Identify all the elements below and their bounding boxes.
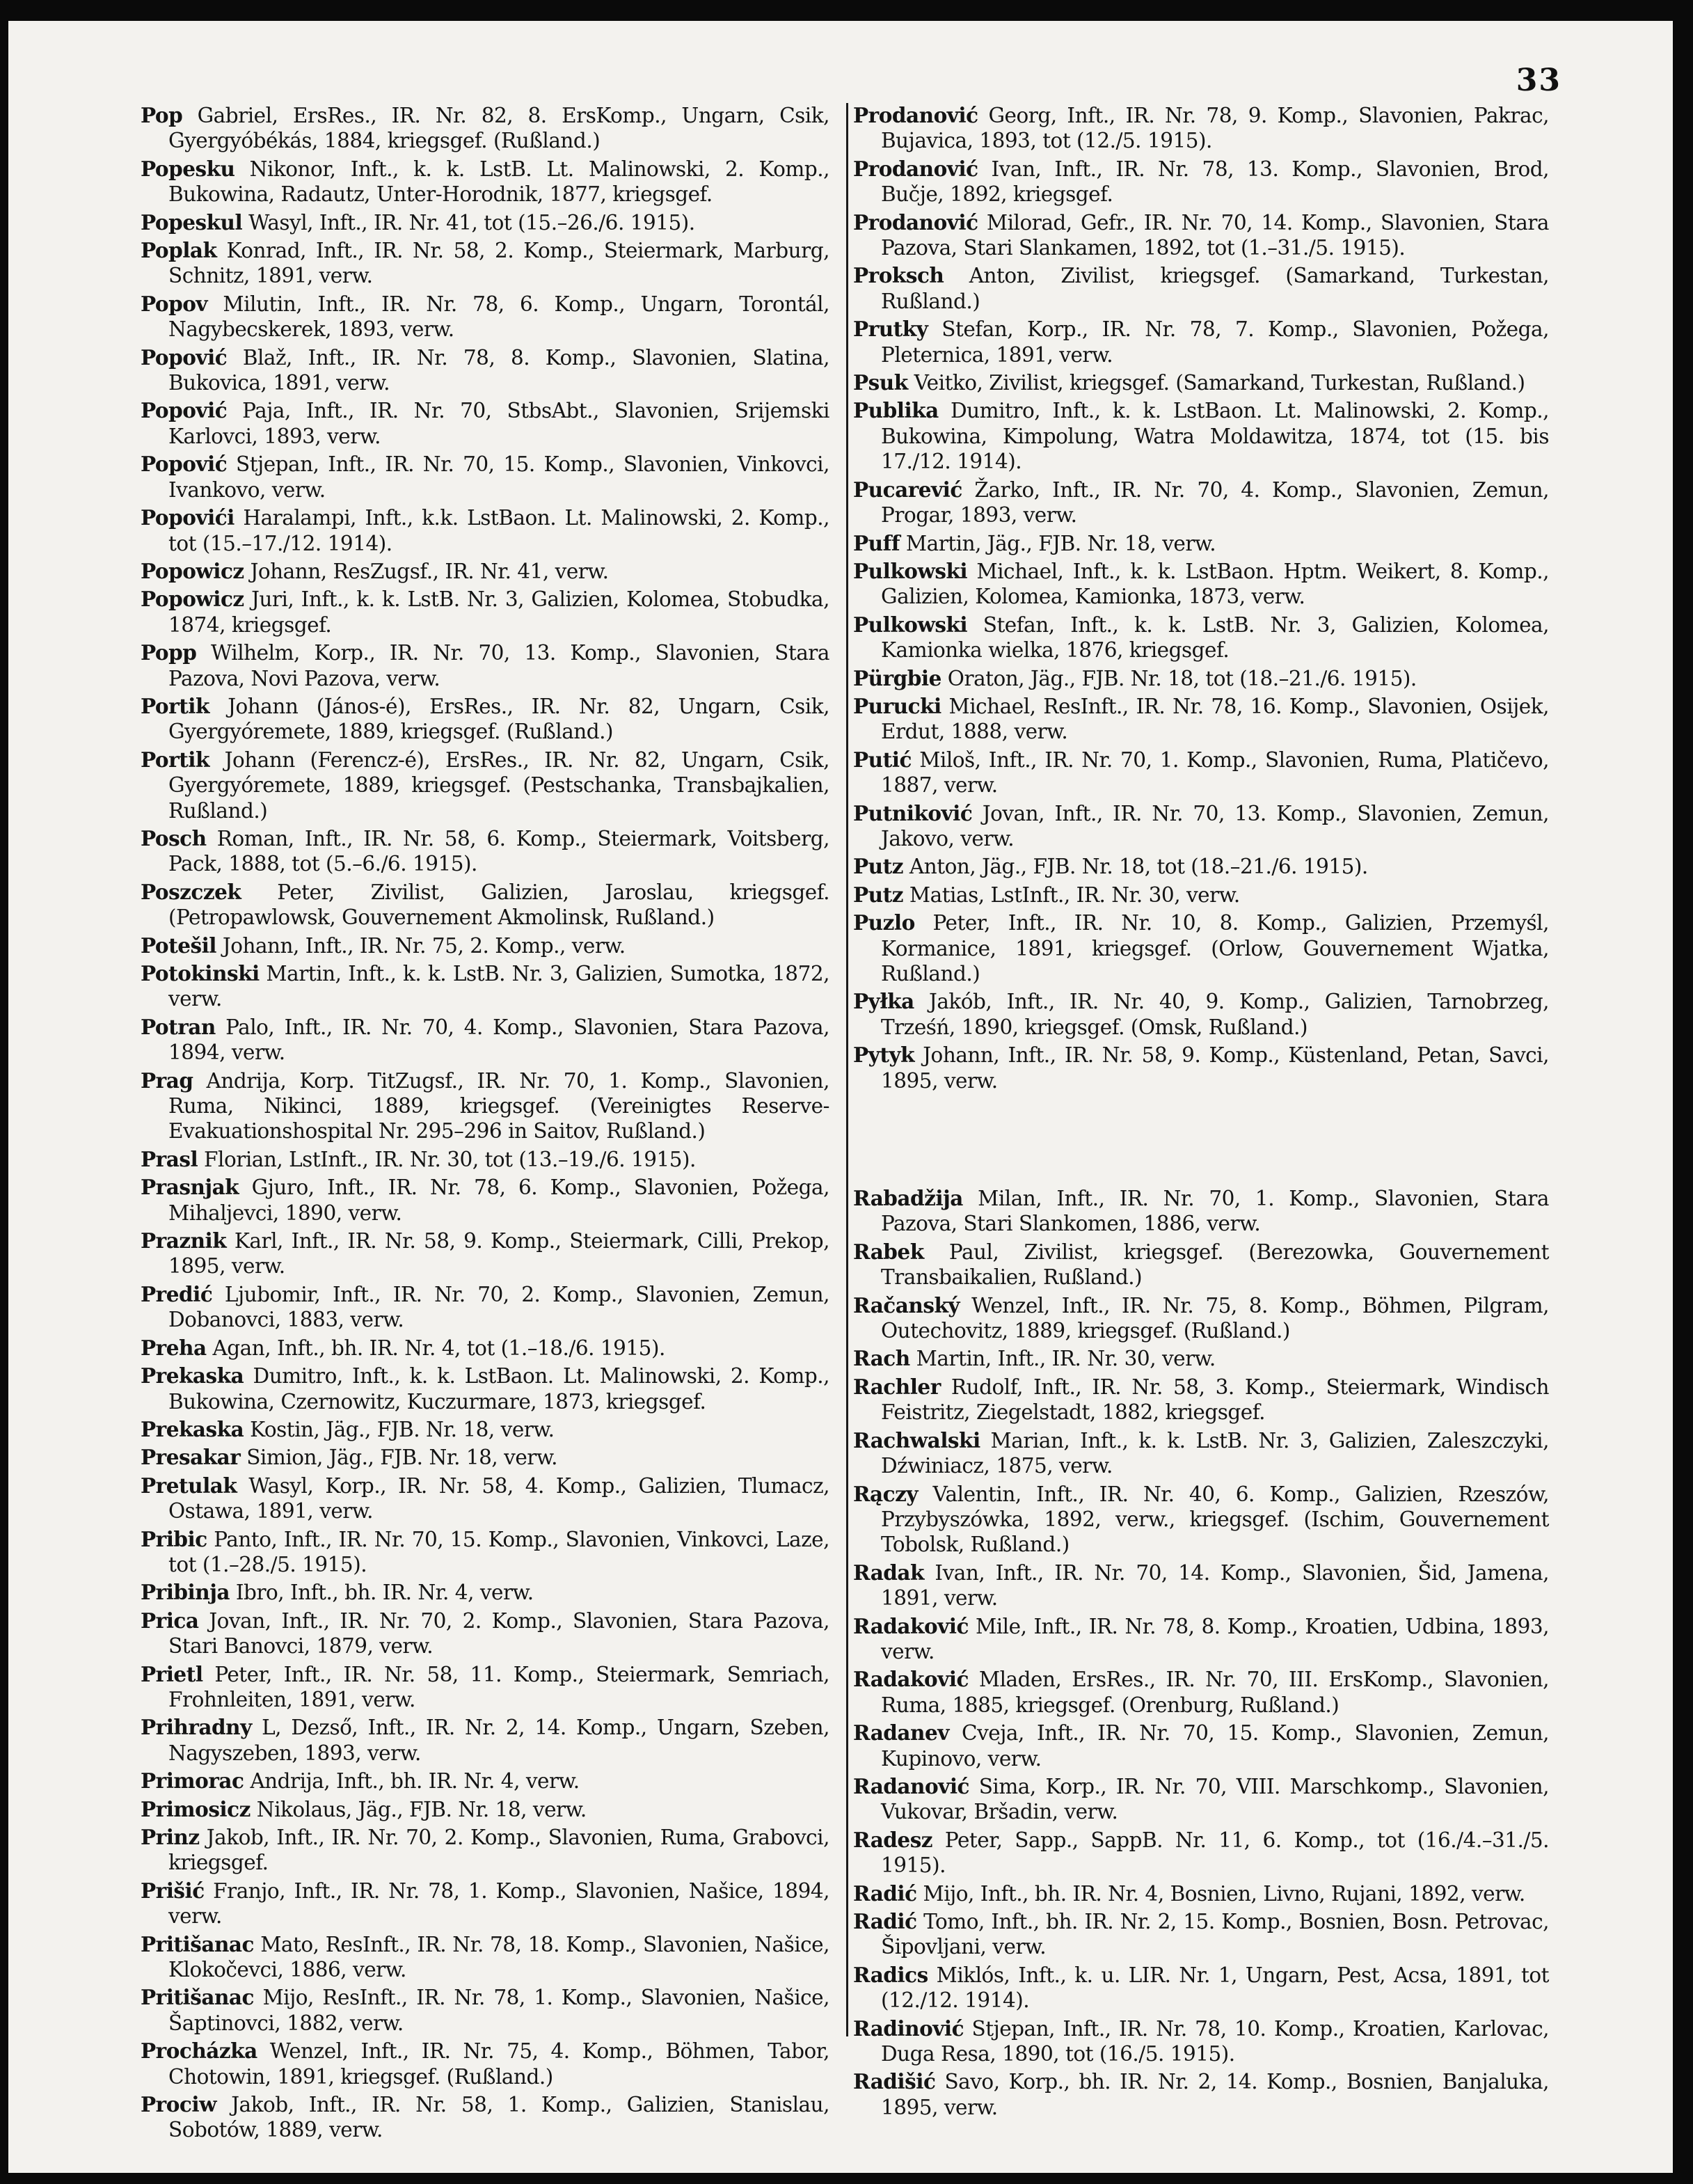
entry-details: Rudolf, Inft., IR. Nr. 58, 3. Komp., Steiermark, Windisch Feistritz, Ziegelstadt, 1882, kriegsgef. <box>881 1375 1549 1425</box>
list-entry <box>141 1878 829 1929</box>
entry-surname: Popesku <box>141 156 235 181</box>
entry-surname: Putz <box>853 882 904 907</box>
list-entry <box>853 1963 1549 2013</box>
entry-surname: Prociw <box>141 2092 216 2117</box>
entry-surname: Preha <box>141 1335 207 1360</box>
entry-details: Martin, Jäg., FJB. Nr. 18, verw. <box>905 531 1216 555</box>
list-entry <box>853 477 1549 528</box>
list-entry <box>141 1985 829 2036</box>
list-entry <box>141 880 829 931</box>
entry-details: Franjo, Inft., IR. Nr. 78, 1. Komp., Slavonien, Našice, 1894, verw. <box>168 1878 829 1929</box>
entry-surname: Prica <box>141 1608 199 1633</box>
entry-details: Michael, Inft., k. k. LstBaon. Hptm. Weikert, 8. Komp., Galizien, Kolomea, Kamionka, 1873, verw. <box>881 559 1549 609</box>
right-entry-list-top <box>853 103 1549 1093</box>
entry-surname: Radics <box>853 1962 928 1987</box>
entry-surname: Radišić <box>853 2069 936 2094</box>
entry-details: Ivan, Inft., IR. Nr. 78, 13. Komp., Slavonien, Brod, Bučje, 1892, kriegsgef. <box>881 157 1549 207</box>
list-entry <box>141 1608 829 1659</box>
entry-details: Miloš, Inft., IR. Nr. 70, 1. Komp., Slavonien, Ruma, Platičevo, 1887, verw. <box>881 747 1549 798</box>
entry-details: Ivan, Inft., IR. Nr. 70, 14. Komp., Slavonien, Šid, Jamena, 1891, verw. <box>881 1560 1549 1611</box>
list-entry <box>141 559 829 584</box>
entry-details: Stefan, Inft., k. k. LstB. Nr. 3, Galizien, Kolomea, Kamionka wielka, 1876, kriegsgef. <box>881 612 1549 663</box>
list-entry <box>141 1527 829 1578</box>
entry-details: Martin, Inft., IR. Nr. 30, verw. <box>916 1347 1216 1371</box>
list-entry <box>141 345 829 396</box>
list-entry <box>853 1614 1549 1665</box>
list-entry <box>141 292 829 342</box>
entry-details: Jakob, Inft., IR. Nr. 70, 2. Komp., Slavonien, Ruma, Grabovci, kriegsgef. <box>168 1826 829 1875</box>
list-entry <box>141 238 829 289</box>
entry-details: Gjuro, Inft., IR. Nr. 78, 6. Komp., Slavonien, Požega, Mihaljevci, 1890, verw. <box>168 1176 829 1225</box>
entry-details: Michael, ResInft., IR. Nr. 78, 16. Komp., Slavonien, Osijek, Erdut, 1888, verw. <box>881 694 1549 744</box>
entry-surname: Radesz <box>853 1827 933 1852</box>
entry-details: Ibro, Inft., bh. IR. Nr. 4, verw. <box>235 1581 534 1605</box>
list-entry <box>141 1715 829 1766</box>
entry-details: Peter, Inft., IR. Nr. 10, 8. Komp., Galizien, Przemyśl, Kormanice, 1891, kriegsgef. (Orlow, Gouvernement Wjatka, Rußland.) <box>881 911 1549 986</box>
entry-details: Oraton, Jäg., FJB. Nr. 18, tot (18.–21./6. 1915). <box>947 666 1417 690</box>
entry-surname: Prasl <box>141 1146 198 1171</box>
list-entry <box>853 666 1549 691</box>
entry-details: Martin, Inft., k. k. LstB. Nr. 3, Galizien, Sumotka, 1872, verw. <box>168 962 829 1011</box>
entry-surname: Potran <box>141 1014 216 1039</box>
entry-surname: Potešil <box>141 933 216 958</box>
list-entry <box>853 1428 1549 1479</box>
entry-surname: Radić <box>853 1881 917 1906</box>
list-entry <box>141 694 829 745</box>
entry-surname: Pritišanac <box>141 1985 255 2010</box>
list-entry <box>853 1293 1549 1344</box>
list-entry <box>141 587 829 638</box>
entry-details: Dumitro, Inft., k. k. LstBaon. Lt. Malinowski, 2. Komp., Bukowina, Kimpolung, Watra Moldawitza, 1874, tot (15. bis 17./12. 1914). <box>881 399 1549 474</box>
list-entry <box>141 1797 829 1822</box>
list-entry <box>853 398 1549 474</box>
list-entry <box>853 801 1549 852</box>
entry-surname: Poplak <box>141 238 217 263</box>
list-entry <box>853 263 1549 314</box>
list-entry <box>853 1375 1549 1425</box>
entry-surname: Pytyk <box>853 1043 915 1068</box>
list-entry <box>141 1228 829 1279</box>
entry-surname: Prekaska <box>141 1416 244 1441</box>
list-entry <box>853 1667 1549 1718</box>
list-entry <box>141 1336 829 1361</box>
entry-details: Kostin, Jäg., FJB. Nr. 18, verw. <box>250 1417 555 1441</box>
entry-surname: Pürgbie <box>853 665 941 690</box>
list-entry <box>141 2092 829 2143</box>
entry-details: Wenzel, Inft., IR. Nr. 75, 8. Komp., Böhmen, Pilgram, Outechovitz, 1889, kriegsgef. (Rußland.) <box>881 1293 1549 1343</box>
list-entry <box>141 210 829 235</box>
entry-surname: Presakar <box>141 1445 241 1470</box>
entry-surname: Pretulak <box>141 1473 237 1498</box>
entry-details: Stjepan, Inft., IR. Nr. 70, 15. Komp., Slavonien, Vinkovci, Ivankovo, verw. <box>168 452 829 502</box>
entry-surname: Potokinski <box>141 961 260 986</box>
entry-details: Anton, Zivilist, kriegsgef. (Samarkand, Turkestan, Rußland.) <box>881 264 1549 313</box>
entry-surname: Radinović <box>853 2016 964 2041</box>
list-entry <box>141 1445 829 1470</box>
list-entry <box>141 2039 829 2089</box>
entry-surname: Procházka <box>141 2039 257 2064</box>
list-entry <box>853 1909 1549 1960</box>
entry-details: Peter, Inft., IR. Nr. 58, 11. Komp., Steiermark, Semriach, Frohnleiten, 1891, verw. <box>168 1662 829 1711</box>
list-entry <box>141 505 829 556</box>
entry-surname: Prag <box>141 1068 193 1093</box>
entry-surname: Pucarević <box>853 477 962 502</box>
list-entry <box>141 961 829 1012</box>
list-entry <box>141 1175 829 1226</box>
list-entry <box>141 1932 829 1983</box>
entry-details: Peter, Zivilist, Galizien, Jaroslau, kriegsgef. (Petropawlowsk, Gouvernement Akmolinsk, Rußland.) <box>168 880 829 930</box>
list-entry <box>141 1282 829 1333</box>
list-entry <box>853 103 1549 154</box>
entry-details: Florian, LstInft., IR. Nr. 30, tot (13.–19./6. 1915). <box>204 1147 696 1171</box>
entry-details: Blaž, Inft., IR. Nr. 78, 8. Komp., Slavonien, Slatina, Bukovica, 1891, verw. <box>168 345 829 395</box>
entry-surname: Pribinja <box>141 1580 230 1605</box>
list-entry <box>141 1147 829 1172</box>
entry-surname: Poszczek <box>141 879 241 904</box>
entry-surname: Prodanović <box>853 156 978 181</box>
entry-details: Savo, Korp., bh. IR. Nr. 2, 14. Komp., Bosnien, Banjaluka, 1895, verw. <box>881 2070 1549 2119</box>
entry-surname: Prinz <box>141 1825 200 1849</box>
entry-details: Jakób, Inft., IR. Nr. 40, 9. Komp., Galizien, Tarnobrzeg, Trześń, 1890, kriegsgef. (Omsk, Rußland.) <box>881 990 1549 1039</box>
entry-surname: Prodanović <box>853 103 978 127</box>
list-entry <box>853 559 1549 610</box>
entry-details: Wasyl, Inft., IR. Nr. 41, tot (15.–26./6. 1915). <box>248 210 695 235</box>
entry-surname: Pyłka <box>853 989 914 1014</box>
entry-surname: Radić <box>853 1909 917 1933</box>
list-entry <box>141 1363 829 1414</box>
entry-details: Matias, LstInft., IR. Nr. 30, verw. <box>909 883 1240 907</box>
entry-details: Stefan, Korp., IR. Nr. 78, 7. Komp., Slavonien, Požega, Pleternica, 1891, verw. <box>881 317 1549 367</box>
entry-surname: Publika <box>853 398 939 423</box>
entry-details: Johann, Inft., IR. Nr. 58, 9. Komp., Küstenland, Petan, Savci, 1895, verw. <box>881 1043 1549 1093</box>
entry-surname: Prihradny <box>141 1715 252 1740</box>
entry-surname: Prekaska <box>141 1363 244 1388</box>
entry-details: Andrija, Korp. TitZugsf., IR. Nr. 70, 1. Komp., Slavonien, Ruma, Nikinci, 1889, kriegsgef. (Vereinigtes Reserve-Evakuationshospital Nr. 295–296 in Saitov, Rußland.) <box>168 1068 829 1144</box>
entry-details: Dumitro, Inft., k. k. LstBaon. Lt. Malinowski, 2. Komp., Bukowina, Czernowitz, Kuczurmare, 1873, kriegsgef. <box>168 1364 829 1414</box>
left-column <box>141 103 829 2146</box>
entry-surname: Predić <box>141 1281 213 1306</box>
entry-surname: Psuk <box>853 370 908 395</box>
entry-details: Johann (Ferencz-é), ErsRes., IR. Nr. 82, Ungarn, Csik, Gyergyóremete, 1889, kriegsgef. (Pestschanka, Transbajkalien, Rußland.) <box>168 747 829 823</box>
entry-details: Nikolaus, Jäg., FJB. Nr. 18, verw. <box>256 1797 587 1821</box>
entry-surname: Posch <box>141 825 207 850</box>
list-entry <box>141 1473 829 1524</box>
list-entry <box>141 933 829 958</box>
entry-details: Johann (János-é), ErsRes., IR. Nr. 82, Ungarn, Csik, Gyergyóremete, 1889, kriegsgef. (Rußland.) <box>168 694 829 744</box>
list-entry <box>853 612 1549 663</box>
right-entry-list-bottom <box>853 1186 1549 2120</box>
entry-details: Mijo, ResInft., IR. Nr. 78, 1. Komp., Slavonien, Našice, Šaptinovci, 1882, verw. <box>168 1986 829 2035</box>
entry-details: Mile, Inft., IR. Nr. 78, 8. Komp., Kroatien, Udbina, 1893, verw. <box>881 1614 1549 1663</box>
entry-details: Gabriel, ErsRes., IR. Nr. 82, 8. ErsKomp., Ungarn, Csik, Gyergyóbékás, 1884, kriegsgef. (Rußland.) <box>168 104 829 153</box>
entry-surname: Portik <box>141 747 209 772</box>
entry-details: Wilhelm, Korp., IR. Nr. 70, 13. Komp., Slavonien, Stara Pazova, Novi Pazova, verw. <box>168 641 830 690</box>
entry-details: Palo, Inft., IR. Nr. 70, 4. Komp., Slavonien, Stara Pazova, 1894, verw. <box>168 1015 829 1065</box>
entry-details: Milan, Inft., IR. Nr. 70, 1. Komp., Slavonien, Stara Pazova, Stari Slankomen, 1886, verw. <box>881 1187 1549 1236</box>
list-entry <box>853 157 1549 207</box>
entry-details: Valentin, Inft., IR. Nr. 40, 6. Komp., Galizien, Rzeszów, Przybyszówka, 1892, verw., kriegsgef. (Ischim, Gouvernement Tobolsk, Rußland.) <box>881 1482 1549 1557</box>
list-entry <box>853 1186 1549 1237</box>
list-entry <box>141 1580 829 1605</box>
entry-surname: Primorac <box>141 1768 244 1794</box>
entry-details: Miklós, Inft., k. u. LIR. Nr. 1, Ungarn, Pest, Acsa, 1891, tot (12./12. 1914). <box>881 1963 1549 2013</box>
right-column <box>853 103 1549 2123</box>
list-entry <box>141 747 829 823</box>
entry-surname: Pribic <box>141 1526 207 1551</box>
entry-details: Ljubomir, Inft., IR. Nr. 70, 2. Komp., Slavonien, Zemun, Dobanovci, 1883, verw. <box>168 1282 829 1332</box>
list-entry <box>853 1482 1549 1558</box>
list-entry <box>853 910 1549 986</box>
entry-surname: Rabek <box>853 1239 924 1264</box>
entry-surname: Rachwalski <box>853 1427 980 1453</box>
entry-surname: Popowicz <box>141 587 244 612</box>
entry-details: Stjepan, Inft., IR. Nr. 78, 10. Komp., Kroatien, Karlovac, Duga Resa, 1890, tot (16./5. 1915). <box>881 2016 1549 2066</box>
list-entry <box>141 1417 829 1442</box>
list-entry <box>141 1068 829 1144</box>
entry-details: Milorad, Gefr., IR. Nr. 70, 14. Komp., Slavonien, Stara Pazova, Stari Slankamen, 1892, tot (1.–31./5. 1915). <box>881 210 1549 260</box>
entry-surname: Portik <box>141 693 209 718</box>
entry-surname: Pulkowski <box>853 612 968 637</box>
entry-details: Jovan, Inft., IR. Nr. 70, 13. Komp., Slavonien, Zemun, Jakovo, verw. <box>881 801 1549 850</box>
entry-surname: Radanev <box>853 1720 949 1746</box>
list-entry <box>853 531 1549 556</box>
entry-surname: Prasnjak <box>141 1175 239 1200</box>
entry-details: Johann, Inft., IR. Nr. 75, 2. Komp., verw. <box>222 933 626 958</box>
entry-surname: Praznik <box>141 1228 227 1253</box>
entry-details: Andrija, Inft., bh. IR. Nr. 4, verw. <box>250 1769 580 1794</box>
list-entry <box>853 1560 1549 1611</box>
entry-surname: Primosicz <box>141 1796 251 1821</box>
entry-details: Paja, Inft., IR. Nr. 70, StbsAbt., Slavonien, Srijemski Karlovci, 1893, verw. <box>168 399 829 448</box>
list-entry <box>853 1720 1549 1771</box>
entry-surname: Radaković <box>853 1613 969 1638</box>
list-entry <box>853 1881 1549 1906</box>
entry-details: Agan, Inft., bh. IR. Nr. 4, tot (1.–18./6. 1915). <box>212 1336 665 1360</box>
entry-surname: Prišić <box>141 1878 205 1903</box>
entry-details: L, Dezső, Inft., IR. Nr. 2, 14. Komp., Ungarn, Szeben, Nagyszeben, 1893, verw. <box>168 1716 829 1765</box>
entry-details: Peter, Sapp., SappB. Nr. 11, 6. Komp., tot (16./4.–31./5. 1915). <box>881 1828 1549 1878</box>
entry-surname: Popovići <box>141 505 235 530</box>
entry-details: Žarko, Inft., IR. Nr. 70, 4. Komp., Slavonien, Zemun, Progar, 1893, verw. <box>881 477 1549 528</box>
entry-surname: Rachler <box>853 1374 941 1399</box>
entry-details: Simion, Jäg., FJB. Nr. 18, verw. <box>246 1446 558 1470</box>
list-entry <box>141 398 829 449</box>
list-entry <box>141 1768 829 1794</box>
list-entry <box>853 989 1549 1040</box>
list-entry <box>141 452 829 503</box>
list-entry <box>853 694 1549 745</box>
list-entry <box>853 1043 1549 1093</box>
entry-details: Marian, Inft., k. k. LstB. Nr. 3, Galizien, Zaleszczyki, Dźwiniacz, 1875, verw. <box>881 1428 1549 1478</box>
entry-surname: Putić <box>853 747 912 772</box>
list-entry <box>141 103 829 154</box>
entry-details: Wenzel, Inft., IR. Nr. 75, 4. Komp., Böhmen, Tabor, Chotowin, 1891, kriegsgef. (Rußland.) <box>168 2039 829 2089</box>
entry-surname: Pulkowski <box>853 558 968 583</box>
scanned-page <box>8 21 1673 2173</box>
entry-surname: Prietl <box>141 1661 203 1686</box>
list-entry <box>853 854 1549 879</box>
list-entry <box>141 640 829 691</box>
entry-details: Sima, Korp., IR. Nr. 70, VIII. Marschkomp., Slavonien, Vukovar, Bršadin, verw. <box>881 1774 1549 1824</box>
entry-surname: Popović <box>141 345 228 370</box>
list-entry <box>853 370 1549 395</box>
entry-details: Jakob, Inft., IR. Nr. 58, 1. Komp., Galizien, Stanislau, Sobotów, 1889, verw. <box>168 2093 829 2142</box>
column-divider <box>846 103 848 2036</box>
entry-surname: Rach <box>853 1346 910 1371</box>
list-entry <box>853 1774 1549 1825</box>
list-entry <box>853 2016 1549 2067</box>
left-entry-list <box>141 103 829 2143</box>
list-entry <box>853 1828 1549 1878</box>
list-entry <box>853 1346 1549 1371</box>
entry-surname: Prodanović <box>853 209 978 235</box>
entry-details: Nikonor, Inft., k. k. LstB. Lt. Malinowski, 2. Komp., Bukowina, Radautz, Unter-Horodnik, 1877, kriegsgef. <box>168 157 829 207</box>
entry-surname: Radanović <box>853 1773 969 1798</box>
entry-details: Mato, ResInft., IR. Nr. 78, 18. Komp., Slavonien, Našice, Klokočevci, 1886, verw. <box>168 1932 829 1982</box>
entry-surname: Radaković <box>853 1667 969 1692</box>
entry-details: Georg, Inft., IR. Nr. 78, 9. Komp., Slavonien, Pakrac, Bujavica, 1893, tot (12./5. 1915). <box>881 104 1549 153</box>
entry-surname: Pop <box>141 103 183 127</box>
entry-details: Mijo, Inft., bh. IR. Nr. 4, Bosnien, Livno, Rujani, 1892, verw. <box>923 1881 1525 1906</box>
entry-surname: Putz <box>853 854 904 879</box>
list-entry <box>853 210 1549 261</box>
entry-details: Jovan, Inft., IR. Nr. 70, 2. Komp., Slavonien, Stara Pazova, Stari Banovci, 1879, verw. <box>168 1608 829 1659</box>
entry-surname: Pritišanac <box>141 1931 255 1956</box>
entry-surname: Račanský <box>853 1292 960 1317</box>
entry-details: Veitko, Zivilist, kriegsgef. (Samarkand, Turkestan, Rußland.) <box>914 371 1525 395</box>
entry-surname: Popović <box>141 452 228 477</box>
entry-details: Roman, Inft., IR. Nr. 58, 6. Komp., Steiermark, Voitsberg, Pack, 1888, tot (5.–6./6. 1915). <box>168 826 829 876</box>
entry-details: Cveja, Inft., IR. Nr. 70, 15. Komp., Slavonien, Zemun, Kupinovo, verw. <box>881 1721 1549 1771</box>
entry-surname: Popp <box>141 640 197 665</box>
entry-details: Milutin, Inft., IR. Nr. 78, 6. Komp., Ungarn, Torontál, Nagybecskerek, 1893, verw. <box>168 292 829 342</box>
entry-details: Tomo, Inft., bh. IR. Nr. 2, 15. Komp., Bosnien, Bosn. Petrovac, Šipovljani, verw. <box>881 1910 1549 1959</box>
list-entry <box>141 826 829 877</box>
entry-surname: Puff <box>853 530 900 555</box>
entry-details: Haralampi, Inft., k.k. LstBaon. Lt. Malinowski, 2. Komp., tot (15.–17./12. 1914). <box>168 506 829 555</box>
entry-details: Anton, Jäg., FJB. Nr. 18, tot (18.–21./6. 1915). <box>909 855 1368 879</box>
entry-details: Wasyl, Korp., IR. Nr. 58, 4. Komp., Galizien, Tlumacz, Ostawa, 1891, verw. <box>168 1473 829 1524</box>
list-entry <box>141 1015 829 1066</box>
list-entry <box>141 1662 829 1713</box>
entry-details: Johann, ResZugsf., IR. Nr. 41, verw. <box>250 559 609 583</box>
entry-surname: Putniković <box>853 800 973 825</box>
entry-details: Paul, Zivilist, kriegsgef. (Berezowka, Gouvernement Transbaikalien, Rußland.) <box>881 1240 1549 1290</box>
entry-surname: Popowicz <box>141 558 244 583</box>
list-entry <box>853 317 1549 367</box>
entry-surname: Proksch <box>853 263 944 288</box>
list-entry <box>853 747 1549 798</box>
entry-details: Panto, Inft., IR. Nr. 70, 15. Komp., Slavonien, Vinkovci, Laze, tot (1.–28./5. 1915). <box>168 1527 829 1576</box>
list-entry <box>141 1825 829 1876</box>
page-number: 33 <box>1516 63 1561 98</box>
entry-details: Juri, Inft., k. k. LstB. Nr. 3, Galizien, Kolomea, Stobudka, 1874, kriegsgef. <box>168 587 829 637</box>
entry-surname: Rabadžija <box>853 1186 963 1211</box>
list-entry <box>853 1240 1549 1290</box>
entry-surname: Prutky <box>853 317 928 342</box>
entry-surname: Radak <box>853 1560 924 1585</box>
list-entry <box>853 2069 1549 2120</box>
entry-surname: Puzlo <box>853 910 915 935</box>
list-entry <box>853 883 1549 908</box>
entry-surname: Purucki <box>853 693 941 718</box>
entry-details: Karl, Inft., IR. Nr. 58, 9. Komp., Steiermark, Cilli, Prekop, 1895, verw. <box>168 1229 829 1279</box>
entry-surname: Popeskul <box>141 209 243 235</box>
entry-surname: Popov <box>141 291 208 316</box>
entry-surname: Rączy <box>853 1481 918 1506</box>
entry-surname: Popović <box>141 398 228 423</box>
entry-details: Mladen, ErsRes., IR. Nr. 70, III. ErsKomp., Slavonien, Ruma, 1885, kriegsgef. (Orenburg, Rußland.) <box>881 1668 1549 1717</box>
entry-details: Konrad, Inft., IR. Nr. 58, 2. Komp., Steiermark, Marburg, Schnitz, 1891, verw. <box>168 239 829 288</box>
list-entry <box>141 157 829 207</box>
